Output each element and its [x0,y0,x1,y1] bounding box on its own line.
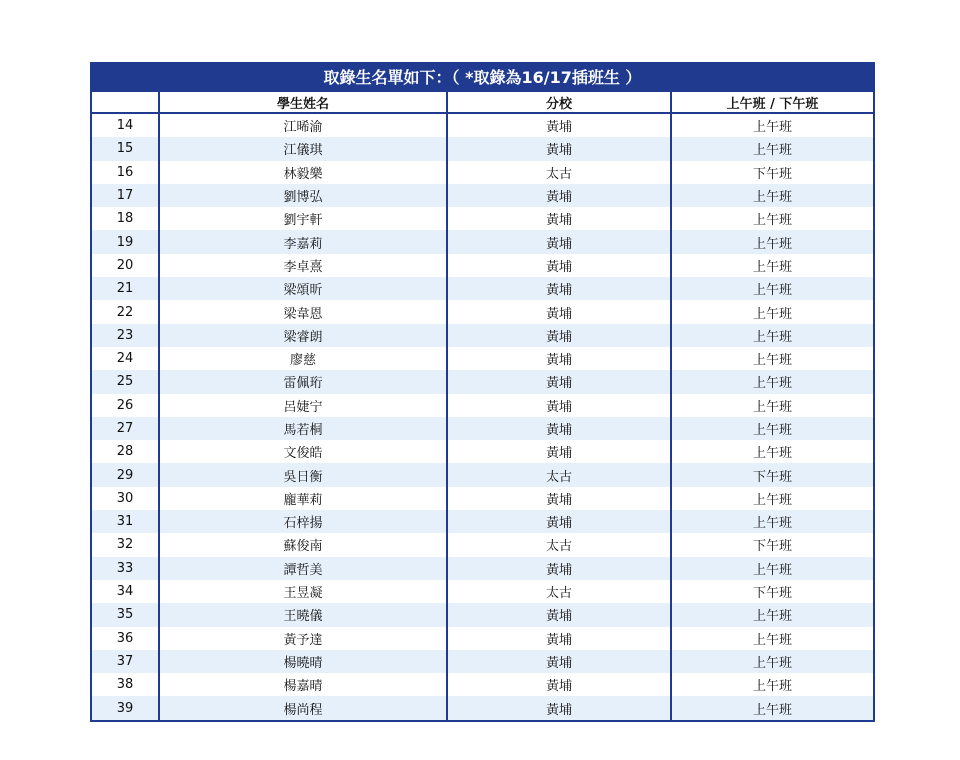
session-cell: 上午班 [671,510,873,533]
session-cell: 上午班 [671,696,873,719]
table-row [92,394,873,417]
row-number-cell: 21 [92,277,159,300]
session-cell: 上午班 [671,300,873,323]
row-number-cell: 23 [92,324,159,347]
row-number-cell: 37 [92,650,159,673]
table-row [92,137,873,160]
row-number-cell: 38 [92,673,159,696]
row-number-cell: 17 [92,184,159,207]
student-name-cell: 李嘉莉 [159,230,447,253]
table-row [92,533,873,556]
row-number-cell: 25 [92,370,159,393]
row-number-cell: 36 [92,627,159,650]
table-row [92,161,873,184]
branch-cell: 黃埔 [447,347,671,370]
session-cell: 上午班 [671,277,873,300]
student-name-cell: 劉博弘 [159,184,447,207]
row-number-cell: 31 [92,510,159,533]
row-number-cell: 20 [92,254,159,277]
row-number-cell: 30 [92,487,159,510]
branch-cell: 黃埔 [447,394,671,417]
session-cell: 上午班 [671,603,873,626]
branch-cell: 黃埔 [447,627,671,650]
header-row [92,92,873,113]
branch-cell: 黃埔 [447,277,671,300]
student-name-cell: 梁韋恩 [159,300,447,323]
student-name-cell: 龐華莉 [159,487,447,510]
header-number [92,92,159,113]
header-branch: 分校 [447,92,671,113]
session-cell: 上午班 [671,137,873,160]
table-row [92,510,873,533]
student-name-cell: 石梓揚 [159,510,447,533]
branch-cell: 黃埔 [447,557,671,580]
student-name-cell: 馬若桐 [159,417,447,440]
student-name-cell: 江儀琪 [159,137,447,160]
student-name-cell: 楊尚程 [159,696,447,719]
row-number-cell: 27 [92,417,159,440]
student-name-cell: 譚哲美 [159,557,447,580]
branch-cell: 黃埔 [447,184,671,207]
student-name-cell: 廖慈 [159,347,447,370]
session-cell: 上午班 [671,370,873,393]
table-row [92,324,873,347]
branch-cell: 黃埔 [447,696,671,719]
student-name-cell: 楊嘉晴 [159,673,447,696]
session-cell: 上午班 [671,184,873,207]
session-cell: 上午班 [671,417,873,440]
row-number-cell: 32 [92,533,159,556]
branch-cell: 太古 [447,580,671,603]
header-session: 上午班 / 下午班 [671,92,873,113]
branch-cell: 黃埔 [447,370,671,393]
session-cell: 上午班 [671,673,873,696]
row-number-cell: 24 [92,347,159,370]
row-number-cell: 35 [92,603,159,626]
student-name-cell: 蘇俊南 [159,533,447,556]
table-row [92,487,873,510]
session-cell: 下午班 [671,161,873,184]
session-cell: 上午班 [671,440,873,463]
branch-cell: 黃埔 [447,673,671,696]
table-row [92,673,873,696]
student-name-cell: 楊曉晴 [159,650,447,673]
student-name-cell: 江晞渝 [159,113,447,137]
branch-cell: 黃埔 [447,207,671,230]
row-number-cell: 14 [92,113,159,137]
branch-cell: 黃埔 [447,300,671,323]
branch-cell: 黃埔 [447,230,671,253]
session-cell: 上午班 [671,347,873,370]
session-cell: 上午班 [671,627,873,650]
row-number-cell: 15 [92,137,159,160]
row-number-cell: 28 [92,440,159,463]
session-cell: 上午班 [671,557,873,580]
row-number-cell: 22 [92,300,159,323]
table-row [92,463,873,486]
row-number-cell: 34 [92,580,159,603]
table-row [92,184,873,207]
table-title: 取錄生名單如下：（ *取錄為16/17插班生 ） [92,64,873,92]
branch-cell: 黃埔 [447,417,671,440]
session-cell: 上午班 [671,207,873,230]
table-row [92,207,873,230]
session-cell: 下午班 [671,533,873,556]
table-row [92,370,873,393]
table-row [92,113,873,137]
table-row [92,603,873,626]
student-name-cell: 王昱凝 [159,580,447,603]
student-name-cell: 吳日衡 [159,463,447,486]
session-cell: 上午班 [671,230,873,253]
student-name-cell: 梁頌昕 [159,277,447,300]
table-row [92,650,873,673]
session-cell: 上午班 [671,394,873,417]
student-name-cell: 梁睿朗 [159,324,447,347]
table-row [92,580,873,603]
student-name-cell: 李卓熹 [159,254,447,277]
admission-list-table [90,62,875,722]
row-number-cell: 26 [92,394,159,417]
row-number-cell: 19 [92,230,159,253]
branch-cell: 黃埔 [447,510,671,533]
header-student-name: 學生姓名 [159,92,447,113]
branch-cell: 黃埔 [447,440,671,463]
student-name-cell: 呂婕宁 [159,394,447,417]
table-row [92,254,873,277]
session-cell: 上午班 [671,650,873,673]
session-cell: 上午班 [671,113,873,137]
branch-cell: 太古 [447,161,671,184]
table-row [92,417,873,440]
table-row [92,627,873,650]
branch-cell: 黃埔 [447,113,671,137]
session-cell: 上午班 [671,487,873,510]
row-number-cell: 39 [92,696,159,719]
branch-cell: 黃埔 [447,324,671,347]
student-table [92,92,873,720]
table-row [92,230,873,253]
table-row [92,696,873,719]
session-cell: 上午班 [671,254,873,277]
branch-cell: 黃埔 [447,137,671,160]
row-number-cell: 18 [92,207,159,230]
session-cell: 上午班 [671,324,873,347]
table-row [92,277,873,300]
table-row [92,300,873,323]
table-row [92,347,873,370]
student-name-cell: 劉宇軒 [159,207,447,230]
row-number-cell: 33 [92,557,159,580]
row-number-cell: 29 [92,463,159,486]
branch-cell: 黃埔 [447,254,671,277]
student-name-cell: 黃予達 [159,627,447,650]
student-name-cell: 文俊皓 [159,440,447,463]
session-cell: 下午班 [671,463,873,486]
branch-cell: 太古 [447,533,671,556]
branch-cell: 黃埔 [447,487,671,510]
session-cell: 下午班 [671,580,873,603]
table-row [92,557,873,580]
student-name-cell: 雷佩珩 [159,370,447,393]
branch-cell: 黃埔 [447,650,671,673]
student-name-cell: 林毅樂 [159,161,447,184]
student-name-cell: 王曉儀 [159,603,447,626]
row-number-cell: 16 [92,161,159,184]
branch-cell: 黃埔 [447,603,671,626]
branch-cell: 太古 [447,463,671,486]
table-row [92,440,873,463]
